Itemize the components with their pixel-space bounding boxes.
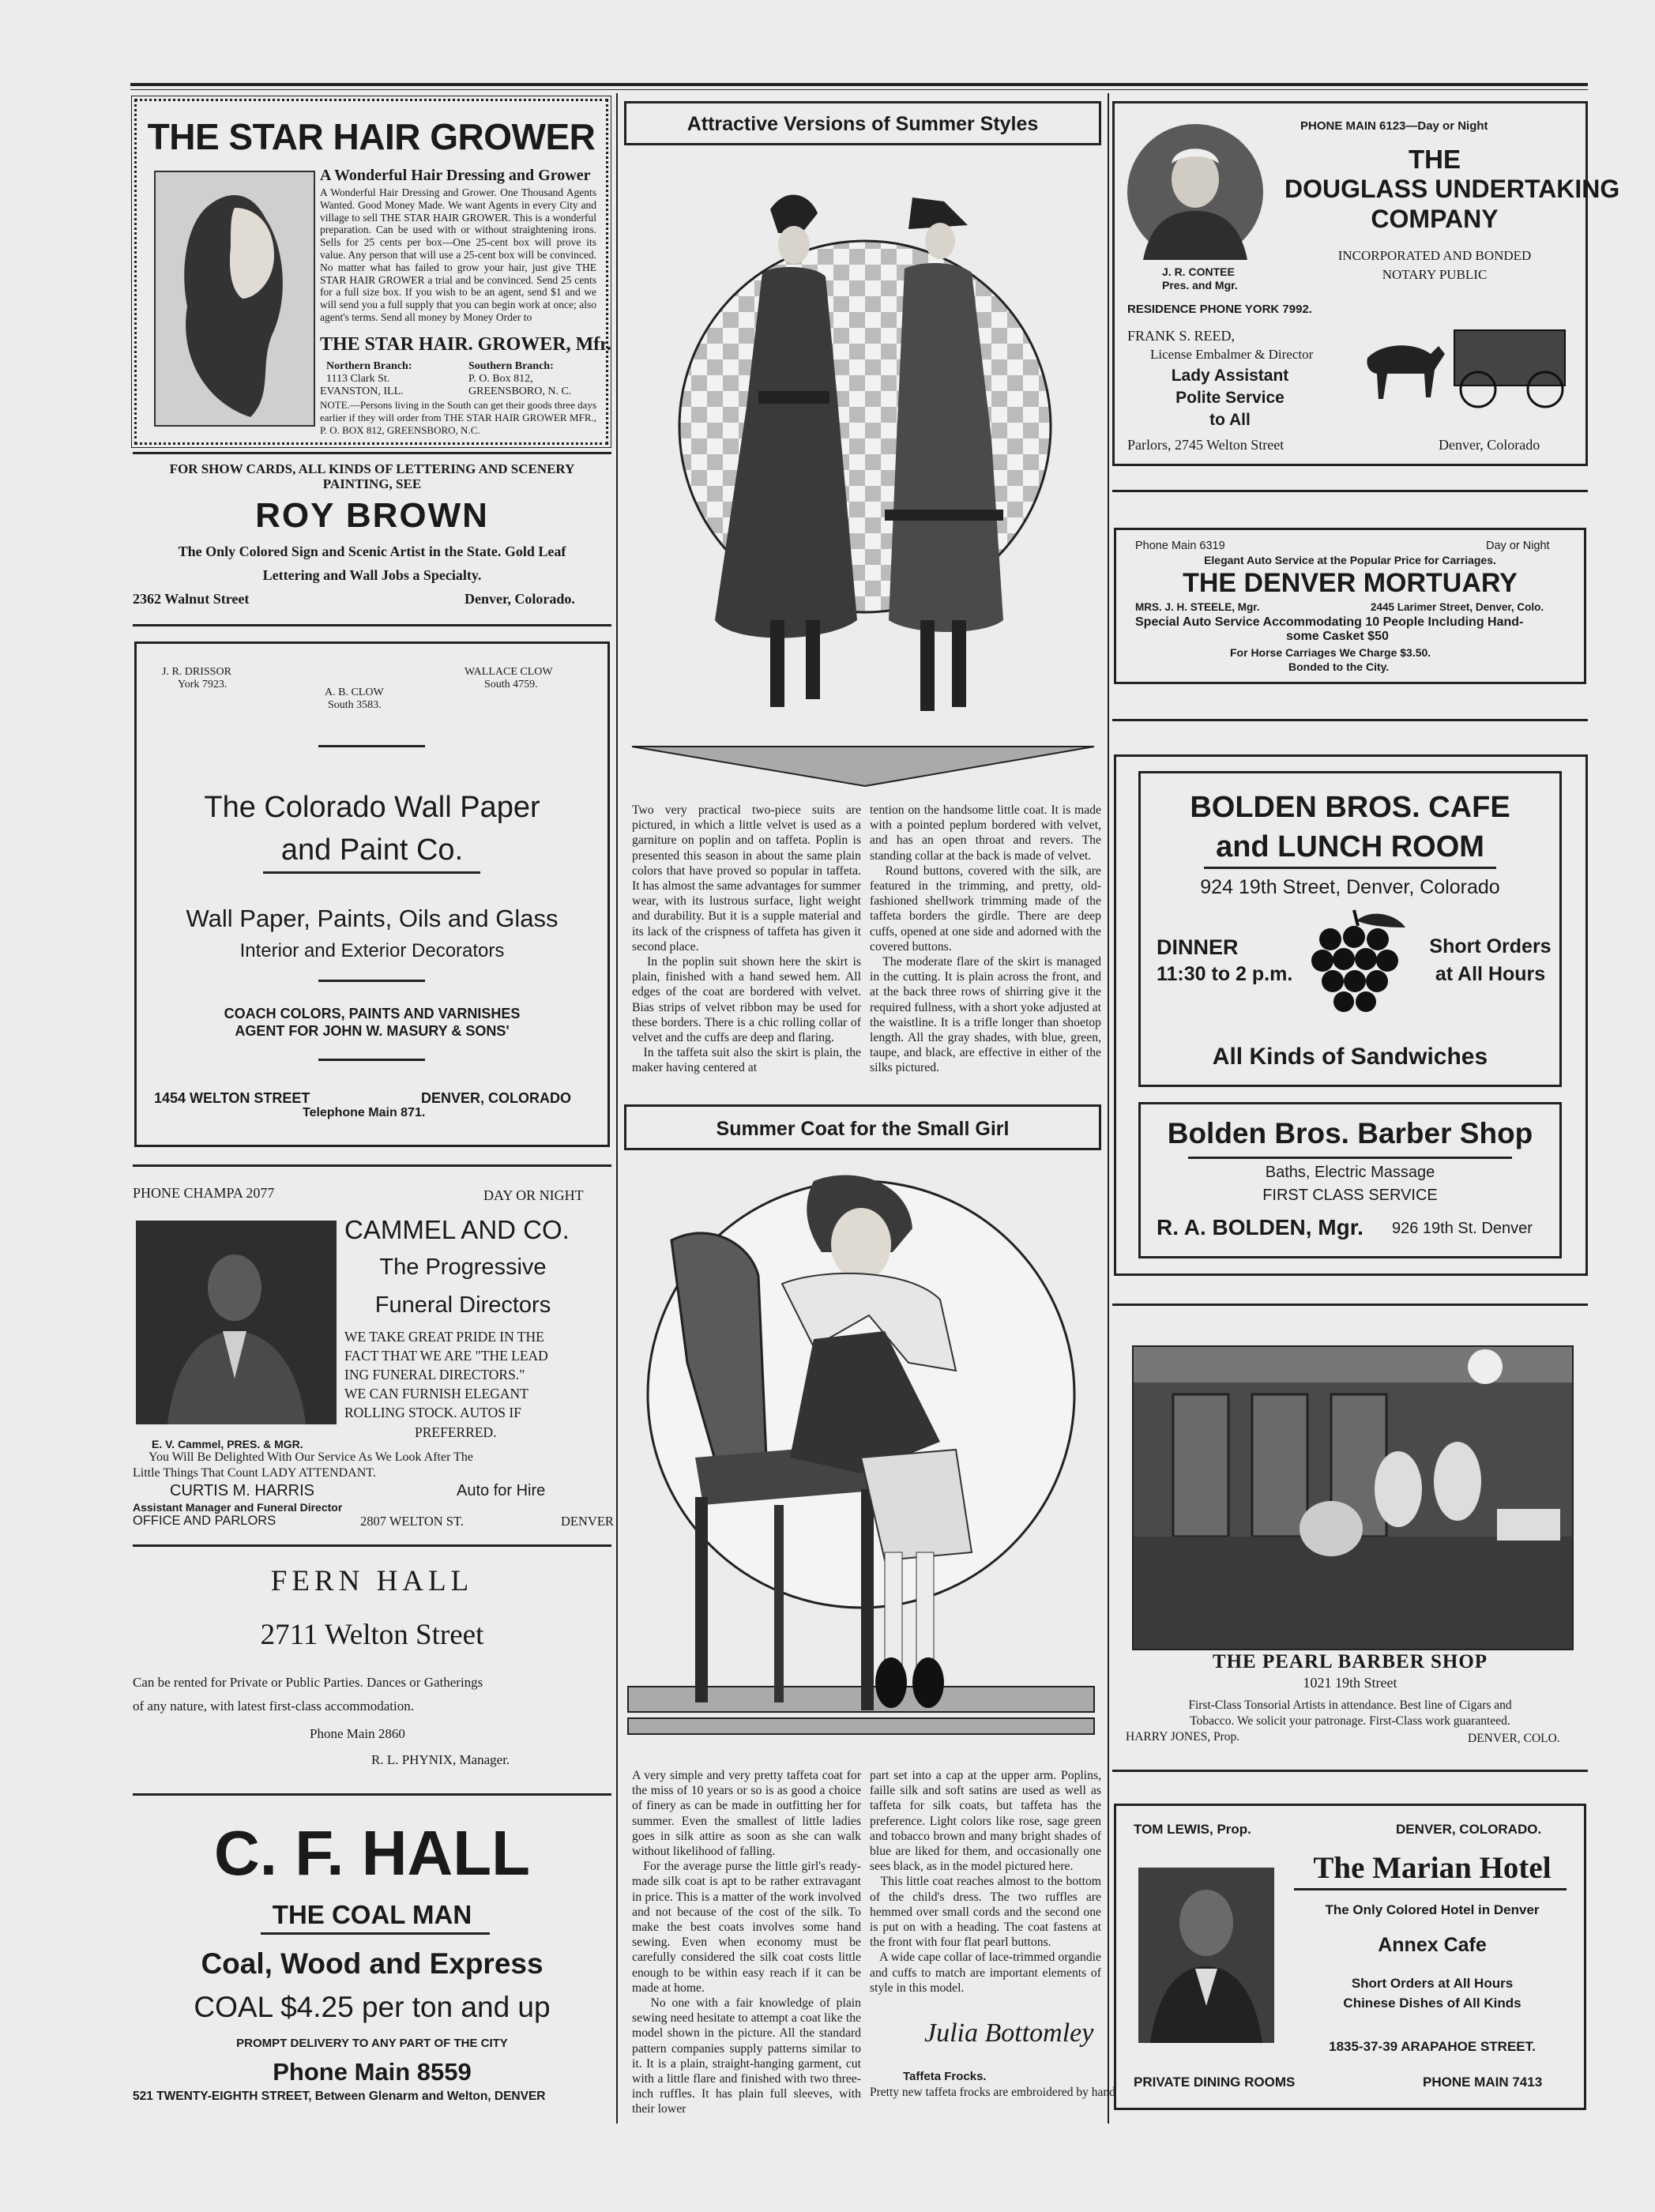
hall-phone: Phone Main 8559 [273,2058,472,2086]
cammel-tag1: The Progressive [379,1255,547,1280]
fern-manager: R. L. PHYNIX, Manager. [371,1752,510,1767]
cammel-day-night: DAY OR NIGHT [483,1187,584,1203]
star-mfr: THE STAR HAIR. GROWER, Mfr. [320,334,611,355]
douglass-license: License Embalmer & Director [1150,347,1314,362]
pearl-name: THE PEARL BARBER SHOP [1212,1651,1488,1672]
summer-text-col1: Two very practical two-piece suits are pictured, in which a little velvet is used as a garniture on poplin and on taffeta. Poplin is presented this season in about the same plain colors that have proved so popular in taffeta. It has almost the same advantages for summer wear, with its lustrous surface, light weight and durability. But it is a supple material and its lack of the crispness of taffeta has given it second place. In the poplin suit shown here the skirt is plain, finished with a hand sewed hem. All edges of the coat are bordered with velvet. Bias strips of velvet ribbon may be used for these borders. There is a chic rolling collar of velvet and the cuffs are deep and flaring. In the taffeta suit also the skirt is plain, the maker having centered at [632,803,862,1075]
cammel-tag2: Funeral Directors [374,1292,551,1318]
coat-text-col2: part set into a cap at the upper arm. Poplins, faille silk and soft satins are used as well as taffeta for silk coats, but taffeta has the preference. Light colors like rose, sage green and tobacco brown and many bright shades of blue are liked for them, and occasionally one sees black, as in the model pictured here. This little coat reaches almost to the bottom of the child's dress. The two ruffles are hemmed over small cords and the second one is put on with a heading. The coat fastens at the front with four flat pearl buttons. A wide cape collar of lace-trimmed organdie and cuffs to match are important elements of style in this model. [870,1769,1102,1995]
star-north-addr1: 1113 Clark St. [326,373,390,385]
pearl-barber-shop-photo [1132,1345,1574,1650]
marian-address: 1835-37-39 ARAPAHOE STREET. [1329,2039,1536,2054]
star-north-label: Northern Branch: [326,360,412,372]
star-north-addr2: EVANSTON, ILL. [320,386,404,397]
summer-title: Attractive Versions of Summer Styles [686,113,1039,135]
marian-dining: PRIVATE DINING ROOMS [1134,2075,1296,2090]
wall-city: DENVER, COLORADO [421,1090,572,1106]
roy-top-line2: PAINTING, SEE [322,476,422,491]
mortuary-special1: Special Auto Service Accommodating 10 People Including Hand- [1135,615,1524,629]
douglass-all: to All [1209,411,1251,429]
tom-lewis-portrait-photo [1138,1868,1274,2043]
cammel-pride2: FACT THAT WE ARE "THE LEAD [344,1348,548,1364]
douglass-name1: DOUGLASS UNDERTAKING [1285,175,1620,203]
bolden-hours: 11:30 to 2 p.m. [1157,963,1293,985]
signature-julia-bottomley: Julia Bottomley [924,2018,1094,2048]
douglass-incorporated: INCORPORATED AND BONDED [1337,248,1532,263]
mortuary-bonded: Bonded to the City. [1288,660,1390,673]
marian-chinese: Chinese Dishes of All Kinds [1343,1996,1521,2011]
wall-telephone: Telephone Main 871. [303,1106,426,1119]
douglass-contee: J. R. CONTEE [1162,265,1235,278]
star-south-label: Southern Branch: [468,360,554,372]
cammel-auto: Auto for Hire [457,1482,546,1499]
ornament-rule [318,745,425,747]
marian-prop: TOM LEWIS, Prop. [1134,1822,1251,1837]
marian-phone: PHONE MAIN 7413 [1423,2075,1543,2090]
ornament-rule [318,1059,425,1061]
top-rule-thin [130,89,1588,90]
douglass-city: Denver, Colorado [1439,437,1540,453]
douglass-name2: COMPANY [1371,205,1499,233]
divider [133,452,611,454]
mortuary-horse: For Horse Carriages We Charge $3.50. [1230,646,1431,659]
fern-street: 2711 Welton Street [260,1619,484,1651]
coat-text-col1: A very simple and very pretty taffeta coat for the miss of 10 years or so is as good a choice of finery as can be made in outfitting her for summer. Even the smallest of little ladies goes in silk attire as soon as she can walk without likelihood of falling. For the average purse the little girl's ready-made silk coat is apt to be rather extravagant in price. This is a matter of the work involved and not because of the cost of the silk. To make the best coats involves some hand sewing. Even when economy must be carefully considered the silk coat costs little enough to be within easy reach if it can be made at home. No one with a fair knowledge of plain sewing need hesitate to attempt a coat like the model shown in the picture. All the standard pattern companies supply patterns similar to it. It is a plain, straight-hanging garment, cut with a little flare and finished with two three-inch ruffles. It has plain full sleeves, with their lower [632,1769,861,2116]
bolden-first-class: FIRST CLASS SERVICE [1262,1187,1438,1204]
barber-underline [1188,1157,1512,1159]
hall-prompt: PROMPT DELIVERY TO ANY PART OF THE CITY [236,2037,508,2050]
wall-coach1: COACH COLORS, PAINTS AND VARNISHES [224,1006,521,1021]
star-note: NOTE.—Persons living in the South can get their goods three days earlier if they will order from THE STAR HAIR GROWER MFR., P. O. BOX 812, GREENSBORO, N.C. [320,399,596,436]
bolden-bros-ad [1114,754,1588,1276]
wall-title1: The Colorado Wall Paper [204,791,540,824]
roy-name: ROY BROWN [255,496,489,535]
column-divider-right [1108,93,1109,2124]
pearl-prop: HARRY JONES, Prop. [1126,1730,1240,1744]
cammel-phone: PHONE CHAMPA 2077 [133,1185,275,1201]
pearl-city: DENVER, COLO. [1468,1732,1560,1745]
marian-short: Short Orders at All Hours [1351,1976,1514,1991]
mortuary-name: THE DENVER MORTUARY [1183,568,1518,598]
roy-top-line: FOR SHOW CARDS, ALL KINDS OF LETTERING AND SCENERY [169,461,575,476]
contee-portrait-photo [1127,124,1263,260]
grapes-icon [1295,904,1413,1022]
divider [133,1164,611,1167]
hall-line2: COAL $4.25 per ton and up [194,1991,551,2023]
bolden-name1: BOLDEN BROS. CAFE [1190,791,1510,824]
summer-styles-header [624,101,1101,145]
fern-phone: Phone Main 2860 [310,1726,405,1741]
wall-p3-phone: South 4759. [484,679,538,690]
coat-title: Summer Coat for the Small Girl [716,1118,1010,1140]
small-girl-header [624,1104,1101,1150]
bolden-short1: Short Orders [1429,935,1552,957]
wall-p2-name: A. B. CLOW [325,687,384,698]
pearl-address: 1021 19th Street [1303,1675,1397,1691]
douglass-reed: FRANK S. REED, [1127,328,1236,344]
douglass-undertaking-ad [1112,101,1620,466]
frocks-heading: Taffeta Frocks. [903,2070,987,2083]
roy-line2: Lettering and Wall Jobs a Specialty. [262,567,482,583]
douglass-phone: PHONE MAIN 6123—Day or Night [1300,119,1488,133]
star-south-addr1: P. O. Box 812, [468,373,533,385]
cammel-pride5: ROLLING STOCK. AUTOS IF [344,1405,521,1420]
title-underline [263,871,480,874]
frocks-text: Pretty new taffeta frocks are embroidered by hand [870,2086,1115,2099]
name-underline [1204,867,1496,869]
cammel-caption: E. V. Cammel, PRES. & MGR. [152,1438,303,1450]
marian-name: The Marian Hotel [1313,1851,1552,1885]
star-title: THE STAR HAIR GROWER [147,116,596,157]
star-hair-grower-ad [134,99,611,445]
douglass-the: THE [1409,145,1461,174]
cammel-name: CAMMEL AND CO. [344,1215,570,1244]
mortuary-day-night: Day or Night [1486,540,1550,552]
cammel-line2: Little Things That Count LADY ATTENDANT. [133,1466,376,1480]
mortuary-elegant: Elegant Auto Service at the Popular Price for Carriages. [1204,554,1496,566]
tag-underline [261,1932,490,1935]
divider [1112,719,1588,721]
cammel-office: OFFICE AND PARLORS [133,1514,276,1528]
fern-line2: of any nature, with latest first-class accommodation. [133,1698,414,1714]
bolden-name2: and LUNCH ROOM [1216,830,1484,863]
mortuary-manager: MRS. J. H. STEELE, Mgr. [1135,601,1260,613]
cammel-pride6: PREFERRED. [415,1424,497,1440]
divider [133,1544,611,1547]
cammel-pride1: WE TAKE GREAT PRIDE IN THE [344,1329,544,1345]
name-underline [1294,1888,1567,1890]
wall-title2: and Paint Co. [280,833,464,867]
roy-line1: The Only Colored Sign and Scenic Artist in the State. Gold Leaf [178,544,566,559]
hall-line1: Coal, Wood and Express [201,1947,544,1980]
denver-mortuary-ad [1114,528,1586,684]
bolden-barber: Bolden Bros. Barber Shop [1167,1117,1533,1149]
wall-coach2: AGENT FOR JOHN W. MASURY & SONS' [235,1023,510,1039]
divider [133,1793,611,1796]
bolden-cafe-box [1138,771,1562,1087]
douglass-parlors: Parlors, 2745 Welton Street [1127,437,1285,453]
wall-address: 1454 WELTON STREET [154,1090,310,1106]
horse-hearse-illustration [1360,310,1573,413]
marian-only: The Only Colored Hotel in Denver [1325,1902,1540,1917]
small-girl-illustration [624,1157,1102,1762]
star-body: A Wonderful Hair Dressing and Grower. One Thousand Agents Wanted. Good Money Made. We want Agents in every City and village to sell THE STAR HAIR GROWER. This is a wonderful preparation. Can be used with or without straightening irons. Sells for 25 cents per box—One 25-cent box will prove its value. Any person that will use a 25-cent box will be convinced. No matter what has failed to grow your hair, just give THE STAR HAIR GROWER a trial and be convinced. Send 25 cents for a full size box. If you wish to be an agent, send $1 and we will send you a full supply that you can begin work at once; also agent's terms. Send all money by Money Order to [320,186,596,323]
douglass-pres: Pres. and Mgr. [1162,279,1238,292]
hall-tag: THE COAL MAN [272,1900,472,1929]
douglass-polite: Polite Service [1175,389,1285,407]
divider [1112,490,1588,492]
fern-line1: Can be rented for Private or Public Parties. Dances or Gatherings [133,1675,483,1690]
bolden-barber-box [1138,1102,1562,1258]
star-south-addr2: GREENSBORO, N. C. [468,386,572,397]
cammel-address: 2807 WELTON ST. [360,1514,464,1529]
cammel-pride4: WE CAN FURNISH ELEGANT [344,1386,528,1401]
star-subtitle: A Wonderful Hair Dressing and Grower [320,167,591,184]
divider [133,624,611,626]
marian-city: DENVER, COLORADO. [1396,1822,1542,1837]
wall-line1: Wall Paper, Paints, Oils and Glass [186,905,559,932]
divider [1112,1770,1588,1772]
bolden-manager: R. A. BOLDEN, Mgr. [1157,1215,1363,1240]
cammel-pride3: ING FUNERAL DIRECTORS." [344,1367,525,1382]
cammel-harris: CURTIS M. HARRIS [170,1482,314,1499]
mortuary-phone: Phone Main 6319 [1135,540,1225,552]
pearl-line2: Tobacco. We solicit your patronage. First-Class work guaranteed. [1190,1714,1510,1728]
summer-styles-illustration [628,154,1102,798]
top-rule [130,83,1588,86]
wall-paper-ad [134,641,610,1147]
mortuary-special2: some Casket $50 [1286,630,1389,643]
hall-address: 521 TWENTY-EIGHTH STREET, Between Glenarm and Welton, DENVER [133,2090,546,2103]
divider [1112,1304,1588,1306]
roy-city: Denver, Colorado. [465,591,575,607]
bolden-short2: at All Hours [1435,963,1546,985]
douglass-lady: Lady Assistant [1171,367,1289,385]
woman-long-hair-illustration [154,171,315,427]
cammel-asst: Assistant Manager and Funeral Director [133,1501,343,1514]
marian-annex: Annex Cafe [1378,1934,1487,1956]
douglass-notary: NOTARY PUBLIC [1382,267,1488,282]
summer-text-col2: tention on the handsome little coat. It is made with a pointed peplum bordered with velvet, and has an open throat and revers. The standing collar at the back is made of velvet. Round buttons, covered with the silk, are featured in the trimming, and pretty, old-fashioned shellwork trimming made of the taffeta borders the girdle. There are deep cuffs, opened at one side and adorned with the covered buttons. The moderate flare of the skirt is managed in the cutting. It is plain across the front, and at the back three rows of shirring give it the required fullness, with a short yoke adjusted at the waistline. It is a trifle longer than shoetop length. All the gray shades, with blue, green, taupe, and black, are effective in either of the silks pictured. [870,803,1101,1075]
hall-name: C. F. HALL [214,1818,530,1888]
bolden-dinner: DINNER [1157,935,1239,959]
wall-p1-name: J. R. DRISSOR [162,666,231,678]
bolden-address: 924 19th Street, Denver, Colorado [1200,876,1500,898]
pearl-line1: First-Class Tonsorial Artists in attendance. Best line of Cigars and [1188,1698,1512,1712]
roy-address: 2362 Walnut Street [133,591,250,607]
marian-hotel-ad [1114,1804,1586,2110]
wall-p2-phone: South 3583. [328,699,382,711]
bolden-baths: Baths, Electric Massage [1265,1164,1435,1181]
ornament-rule [318,980,425,982]
wall-p1-phone: York 7923. [178,679,228,690]
column-divider-left [616,93,618,2124]
fern-title: FERN HALL [270,1565,474,1597]
bolden-sandwiches: All Kinds of Sandwiches [1212,1044,1488,1070]
cammel-portrait-photo [136,1221,337,1424]
wall-line2: Interior and Exterior Decorators [239,940,505,961]
bolden-address2: 926 19th St. Denver [1392,1220,1533,1237]
douglass-residence: RESIDENCE PHONE YORK 7992. [1127,303,1312,316]
cammel-line1: You Will Be Delighted With Our Service As We Look After The [149,1450,474,1464]
mortuary-address: 2445 Larimer Street, Denver, Colo. [1371,601,1544,613]
wall-p3-name: WALLACE CLOW [465,666,553,678]
cammel-city: DENVER [561,1514,614,1529]
